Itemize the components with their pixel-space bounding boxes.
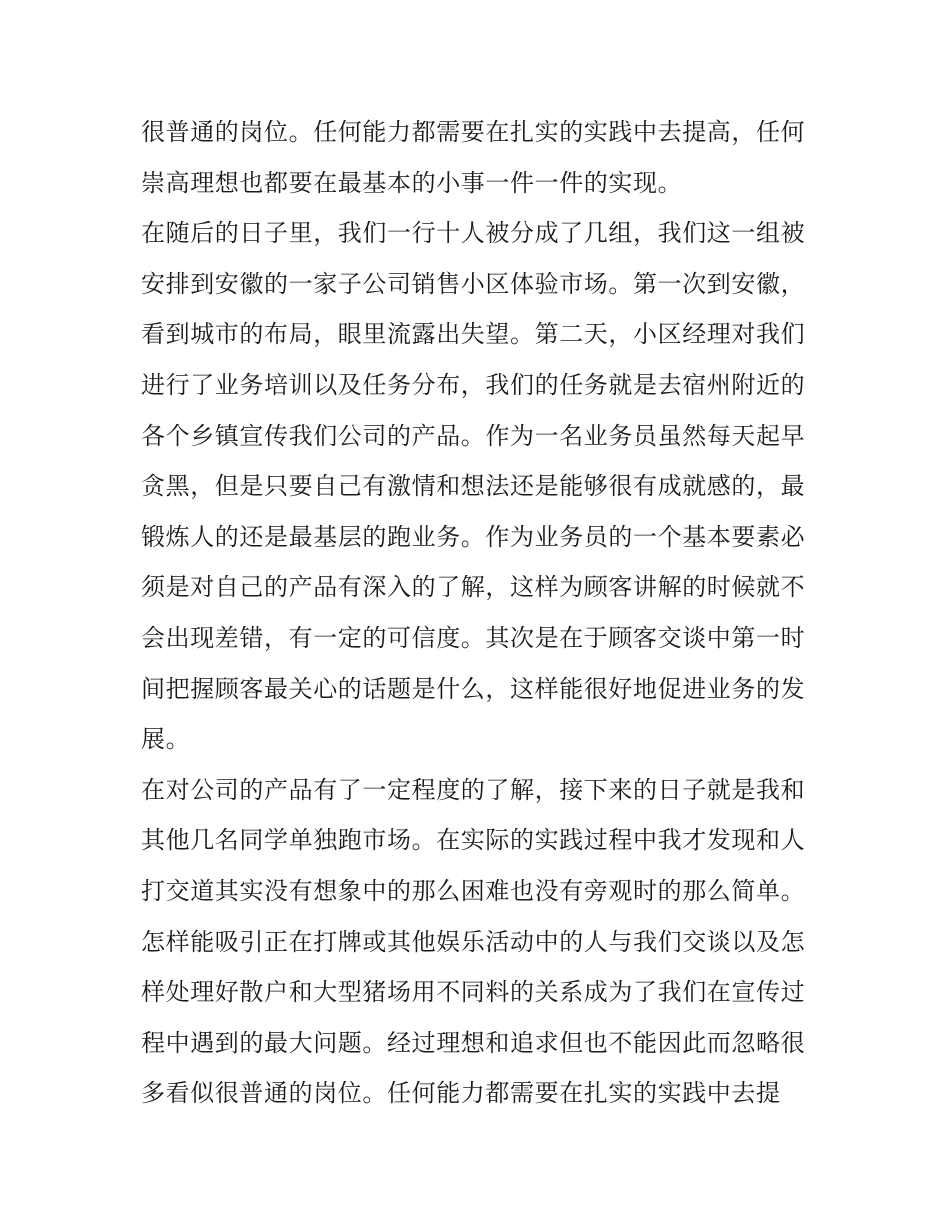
text-line: 很普通的岗位。任何能力都需要在扎实的实践中去提高，任何 <box>141 118 806 146</box>
text-line: 锻炼人的还是最基层的跑业务。作为业务员的一个基本要素必 <box>141 522 806 551</box>
text-line: 会出现差错，有一定的可信度。其次是在于顾客交谈中第一时 <box>141 623 806 652</box>
text-line: 看到城市的布局，眼里流露出失望。第二天，小区经理对我们 <box>141 320 806 349</box>
text-line: 多看似很普通的岗位。任何能力都需要在扎实的实践中去提 <box>141 1079 781 1108</box>
text-line: 打交道其实没有想象中的那么困难也没有旁观时的那么简单。 <box>141 876 806 905</box>
text-line: 贪黑，但是只要自己有激情和想法还是能够很有成就感的，最 <box>141 472 806 501</box>
text-line: 怎样能吸引正在打牌或其他娱乐活动中的人与我们交谈以及怎 <box>141 927 806 956</box>
text-line: 间把握顾客最关心的话题是什么，这样能很好地促进业务的发 <box>141 674 806 703</box>
text-line: 在对公司的产品有了一定程度的了解，接下来的日子就是我和 <box>141 775 806 804</box>
text-line: 须是对自己的产品有深入的了解，这样为顾客讲解的时候就不 <box>141 573 806 602</box>
text-line: 各个乡镇宣传我们公司的产品。作为一名业务员虽然每天起早 <box>141 421 806 450</box>
text-line: 样处理好散户和大型猪场用不同料的关系成为了我们在宣传过 <box>141 978 806 1007</box>
text-line: 进行了业务培训以及任务分布，我们的任务就是去宿州附近的 <box>141 370 806 399</box>
text-line: 在随后的日子里，我们一行十人被分成了几组，我们这一组被 <box>141 219 806 248</box>
body-text <box>141 107 821 1119</box>
text-line: 安排到安徽的一家子公司销售小区体验市场。第一次到安徽， <box>141 269 806 298</box>
text-line: 其他几名同学单独跑市场。在实际的实践过程中我才发现和人 <box>141 826 806 855</box>
text-line: 展。 <box>141 725 191 754</box>
text-line: 程中遇到的最大问题。经过理想和追求但也不能因此而忽略很 <box>141 1028 806 1057</box>
text-line: 崇高理想也都要在最基本的小事一件一件的实现。 <box>141 168 683 197</box>
